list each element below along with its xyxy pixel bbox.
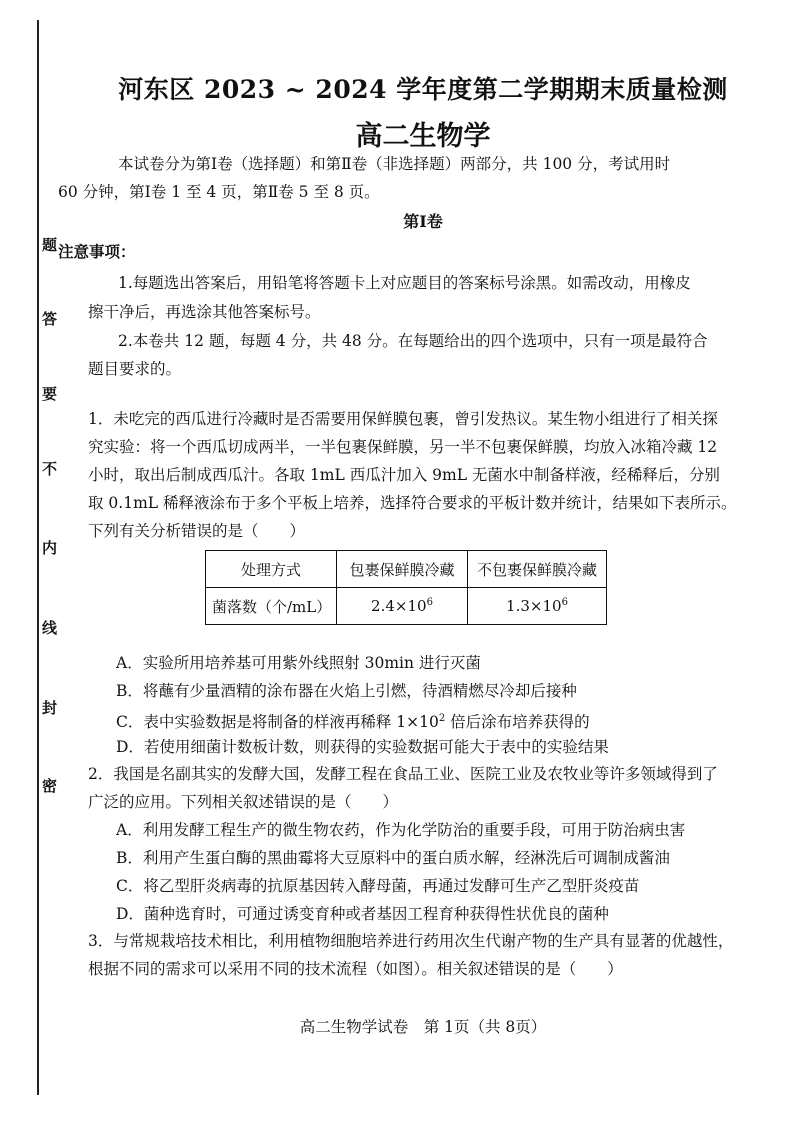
option-c bbox=[116, 709, 590, 732]
table-cell bbox=[468, 588, 607, 625]
option-d: D．若使用细菌计数板计数，则获得的实验数据可能大于表中的实验结果 bbox=[116, 738, 609, 756]
note-line: 题目要求的。 bbox=[88, 360, 182, 378]
question-2-text: 2．我国是名副其实的发酵大国，发酵工程在食品工业、医院工业及农牧业等许多领域得到了 bbox=[88, 765, 718, 783]
exponent: 2 bbox=[438, 713, 446, 724]
table-row bbox=[206, 588, 607, 625]
intro-line: 60 分钟，第Ⅰ卷 1 至 4 页，第Ⅱ卷 5 至 8 页。 bbox=[58, 183, 380, 201]
option-b: B．利用产生蛋白酶的黑曲霉将大豆原料中的蛋白质水解，经淋洗后可调制成酱油 bbox=[116, 849, 670, 867]
table-row bbox=[206, 551, 607, 588]
option-c: C．将乙型肝炎病毒的抗原基因转入酵母菌，再通过发酵可生产乙型肝炎疫苗 bbox=[116, 877, 640, 895]
exponent: 6 bbox=[561, 597, 568, 608]
option-text: C．表中实验数据是将制备的样液再稀释 1×10 bbox=[116, 713, 439, 732]
binding-margin-line bbox=[37, 20, 39, 1095]
option-a: A．实验所用培养基可用紫外线照射 30min 进行灭菌 bbox=[116, 654, 481, 672]
note-line: 擦干净后，再选涂其他答案标号。 bbox=[88, 303, 321, 321]
question-1-text: 下列有关分析错误的是（ ） bbox=[88, 522, 306, 540]
margin-char: 封 bbox=[42, 699, 58, 717]
exam-subject: 高二生物学 bbox=[355, 121, 491, 152]
colony-count-table bbox=[205, 550, 607, 625]
question-1-text: 小时，取出后制成西瓜汁。各取 1mL 西瓜汁加入 9mL 无菌水中制备样液，经稀释后，分别 bbox=[88, 466, 720, 484]
question-1-text: 究实验：将一个西瓜切成两半，一半包裹保鲜膜，另一半不包裹保鲜膜，均放入冰箱冷藏 12 bbox=[88, 438, 718, 456]
option-a: A．利用发酵工程生产的微生物农药，作为化学防治的重要手段，可用于防治病虫害 bbox=[116, 821, 686, 839]
notes-heading: 注意事项： bbox=[58, 242, 136, 261]
margin-char: 线 bbox=[42, 619, 58, 637]
value-text: 1.3×10 bbox=[506, 597, 562, 615]
page-footer: 高二生物学试卷 第 1页（共 8页） bbox=[299, 1018, 547, 1036]
value-text: 2.4×10 bbox=[371, 597, 427, 615]
margin-char: 题 bbox=[42, 236, 58, 254]
section-title: 第Ⅰ卷 bbox=[403, 212, 443, 231]
margin-char: 不 bbox=[42, 460, 58, 478]
table-header-cell: 不包裹保鲜膜冷藏 bbox=[468, 551, 607, 588]
option-text: 倍后涂布培养获得的 bbox=[445, 713, 590, 732]
margin-char: 内 bbox=[42, 539, 58, 557]
option-d: D．菌种选育时，可通过诱变育种或者基因工程育种获得性状优良的菌种 bbox=[116, 905, 609, 923]
question-3-text: 根据不同的需求可以采用不同的技术流程（如图）。相关叙述错误的是（ ） bbox=[88, 960, 623, 978]
exam-title: 河东区 2023 ~ 2024 学年度第二学期期末质量检测 bbox=[118, 75, 728, 104]
table-header-cell: 包裹保鲜膜冷藏 bbox=[337, 551, 468, 588]
margin-char: 密 bbox=[42, 777, 58, 795]
question-3-text: 3．与常规栽培技术相比，利用植物细胞培养进行药用次生代谢产物的生产具有显著的优越性， bbox=[88, 932, 734, 950]
table-cell: 菌落数（个/mL） bbox=[206, 588, 337, 625]
table-cell bbox=[337, 588, 468, 625]
margin-char: 要 bbox=[42, 385, 58, 403]
margin-char: 答 bbox=[42, 310, 58, 328]
note-line: 2.本卷共 12 题，每题 4 分，共 48 分。在每题给出的四个选项中，只有一项是最符合 bbox=[118, 332, 708, 350]
question-1-text: 1．未吃完的西瓜进行冷藏时是否需要用保鲜膜包裹，曾引发热议。某生物小组进行了相关探 bbox=[88, 410, 718, 428]
exponent: 6 bbox=[426, 597, 433, 608]
note-line: 1.每题选出答案后，用铅笔将答题卡上对应题目的答案标号涂黑。如需改动，用橡皮 bbox=[118, 274, 691, 292]
table-header-cell: 处理方式 bbox=[206, 551, 337, 588]
question-2-text: 广泛的应用。下列相关叙述错误的是（ ） bbox=[88, 793, 399, 811]
intro-line: 本试卷分为第Ⅰ卷（选择题）和第Ⅱ卷（非选择题）两部分，共 100 分，考试用时 bbox=[118, 155, 671, 173]
question-1-text: 取 0.1mL 稀释液涂布于多个平板上培养，选择符合要求的平板计数并统计，结果如下表所示。 bbox=[88, 494, 737, 512]
option-b: B．将蘸有少量酒精的涂布器在火焰上引燃，待酒精燃尽冷却后接种 bbox=[116, 682, 577, 700]
